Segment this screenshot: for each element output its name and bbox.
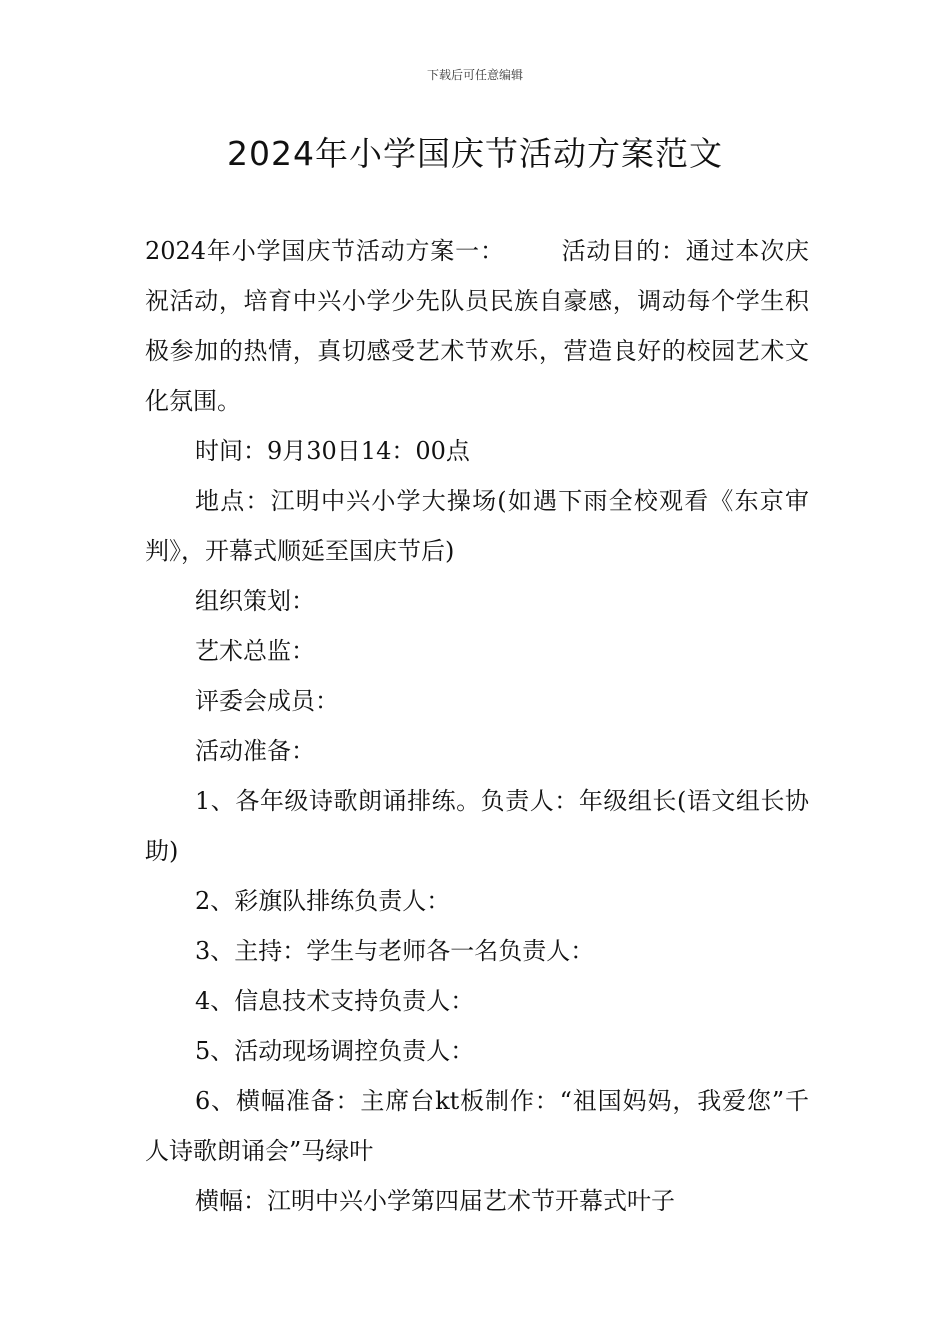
paragraph-art-director: 艺术总监： <box>195 637 315 665</box>
paragraph-item-5: 5、活动现场调控负责人： <box>195 1037 475 1065</box>
document-body <box>145 226 809 1226</box>
paragraph-organizer: 组织策划： <box>195 587 315 615</box>
intro-text: 活动目的：通过本次庆祝活动，培育中兴小学少先队员民族自豪感，调动每个学生积极参加的热情，真切感受艺术节欢乐，营造良好的校园艺术文化氛围。 <box>145 237 810 415</box>
paragraph-preparation: 活动准备： <box>195 737 315 765</box>
intro-lead: 2024年小学国庆节活动方案一： <box>145 237 505 265</box>
paragraph-item-6: 6、横幅准备：主席台kt板制作：“祖国妈妈，我爱您”千人诗歌朗诵会”马绿叶 <box>145 1087 809 1165</box>
paragraph-item-4: 4、信息技术支持负责人： <box>195 987 475 1015</box>
paragraph-item-3: 3、主持：学生与老师各一名负责人： <box>195 937 595 965</box>
paragraph-banner: 横幅：江明中兴小学第四届艺术节开幕式叶子 <box>195 1187 675 1215</box>
paragraph-judges: 评委会成员： <box>195 687 339 715</box>
paragraph-item-1: 1、各年级诗歌朗诵排练。负责人：年级组长(语文组长协助) <box>145 787 809 865</box>
paragraph-location: 地点：江明中兴小学大操场(如遇下雨全校观看《东京审判》，开幕式顺延至国庆节后) <box>145 487 809 565</box>
document-title: 2024年小学国庆节活动方案范文 <box>227 134 723 173</box>
intro-paragraph <box>145 226 809 426</box>
paragraph-time: 时间：9月30日14：00点 <box>195 437 470 465</box>
header-note: 下载后可任意编辑 <box>426 68 523 82</box>
paragraph-item-2: 2、彩旗队排练负责人： <box>195 887 451 915</box>
